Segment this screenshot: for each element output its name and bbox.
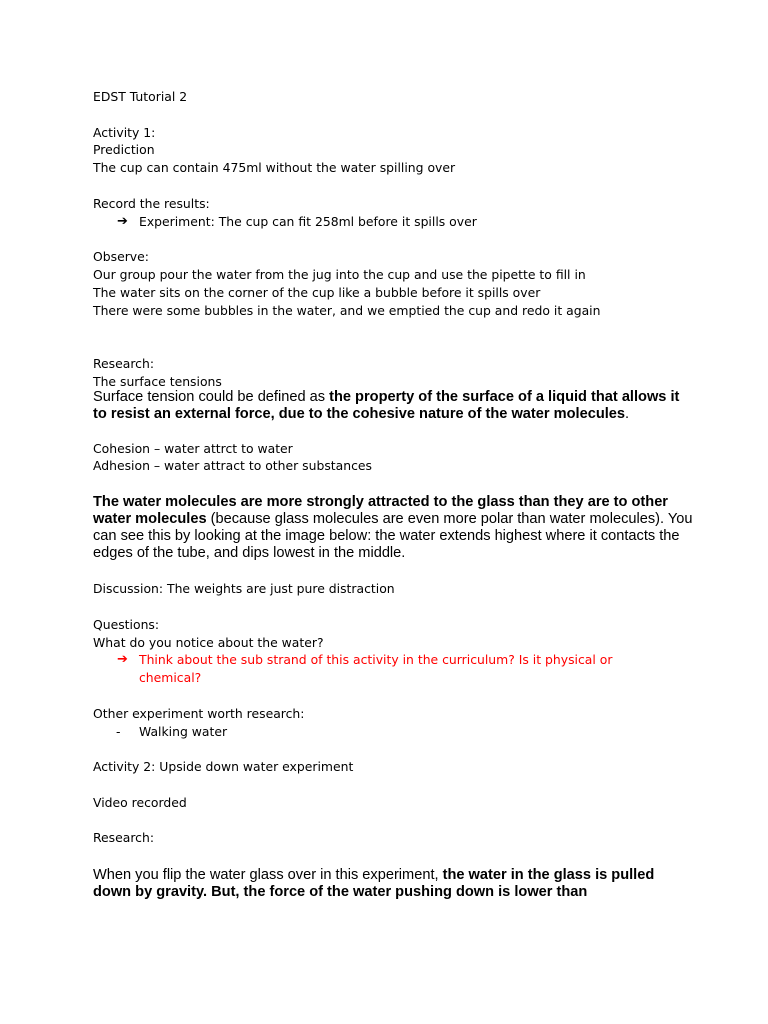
observe-line: The water sits on the corner of the cup like a bubble before it spills over: [93, 284, 541, 300]
dash-bullet: -: [116, 723, 121, 739]
glass-attraction-bold: The water molecules are more strongly attracted to the glass than they are to other water molecules: [93, 494, 668, 528]
adhesion-definition: Adhesion – water attract to other substances: [93, 458, 373, 474]
experiment-result-text: Experiment: The cup can fit 258ml before it spills over: [139, 213, 477, 229]
surface-tension-end: .: [625, 405, 630, 422]
cohesion-definition: Cohesion – water attrct to water: [93, 440, 293, 456]
surface-tension-definition: [93, 389, 693, 423]
surface-tension-bold: the property of the surface of a liquid that allows it to resist an external force, due to the cohesive nature of the water molecules: [93, 388, 680, 422]
question-text: What do you notice about the water?: [93, 634, 324, 650]
other-experiment-item: [93, 723, 693, 741]
observe-label: Observe:: [93, 249, 149, 265]
other-experiment-text: Walking water: [139, 723, 228, 739]
video-recorded-text: Video recorded: [93, 794, 187, 810]
activity2-heading: Activity 2: Upside down water experiment: [93, 759, 354, 775]
other-experiment-label: Other experiment worth research:: [93, 705, 305, 721]
flip-glass-lead: When you flip the water glass over in this experiment,: [93, 867, 443, 884]
surface-tension-lead: Surface tension could be defined as: [93, 388, 330, 405]
glass-attraction-paragraph: [93, 494, 693, 562]
glass-attraction-rest: (because glass molecules are even more polar than water molecules). You can see this by looking at the image below: the water extends highest where it contacts the edges of the tube, and dips lowest in the middle.: [93, 511, 693, 562]
record-label: Record the results:: [93, 195, 210, 211]
question-note-text: Think about the sub strand of this activity in the curriculum? Is it physical or chemical?: [139, 652, 613, 686]
question-note-item: [93, 651, 639, 687]
questions-label: Questions:: [93, 616, 160, 632]
observe-line: There were some bubbles in the water, and we emptied the cup and redo it again: [93, 302, 601, 318]
flip-glass-bold: the water in the glass is pulled down by gravity. But, the force of the water pushing down is lower than: [93, 867, 655, 901]
research-label: Research:: [93, 355, 155, 371]
prediction-label: Prediction: [93, 142, 155, 158]
observe-line: Our group pour the water from the jug into the cup and use the pipette to fill in: [93, 266, 586, 282]
document-title: EDST Tutorial 2: [93, 89, 188, 104]
activity1-heading: Activity 1:: [93, 124, 156, 140]
flip-glass-paragraph: [93, 867, 693, 901]
arrow-bullet-icon: ➔: [117, 652, 128, 668]
activity2-research-label: Research:: [93, 830, 155, 846]
experiment-result-item: [93, 213, 693, 231]
document-page: [93, 88, 693, 901]
prediction-text: The cup can contain 475ml without the water spilling over: [93, 160, 456, 176]
discussion-text: Discussion: The weights are just pure distraction: [93, 581, 395, 597]
arrow-bullet-icon: ➔: [117, 213, 128, 229]
research-topic: The surface tensions: [93, 373, 222, 389]
